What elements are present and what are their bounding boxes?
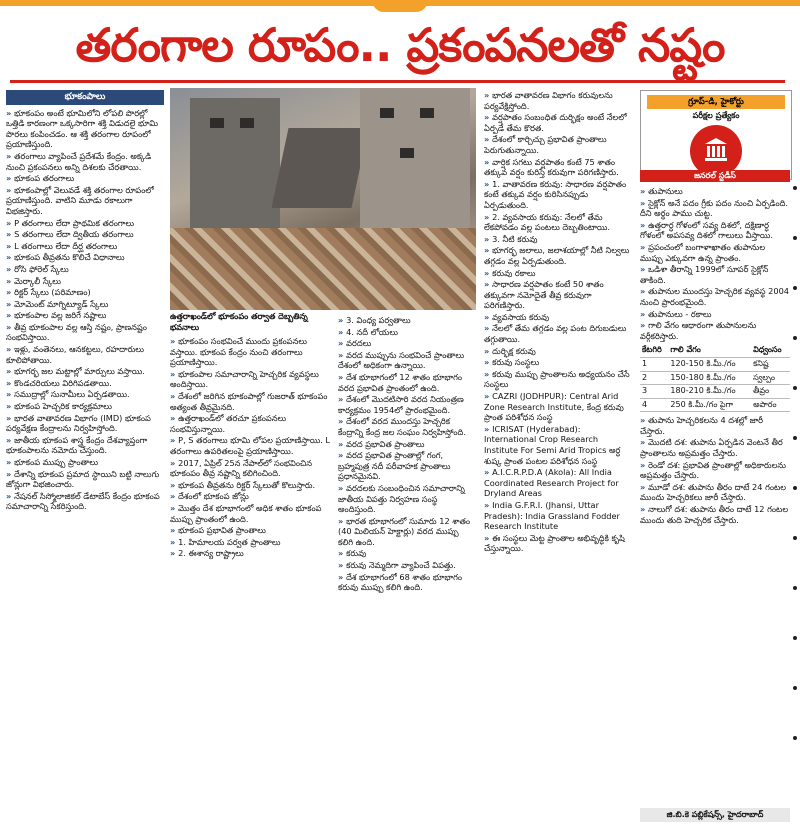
table-cell: 1: [640, 357, 668, 371]
emblem-subtitle: పరీక్షల ప్రత్యేకం: [692, 111, 740, 120]
paragraph: » భూకంపం అంటే భూమిలోని లోపలి పొరల్లో ఒత్తిడి కారణంగా ఒక్కసారిగా శక్తి విడుదలై భూమి పొరలు కంపించడం. ఆ శక్తి తరంగాల రూపంలో ప్రయాణిస్తుంది.: [6, 108, 164, 150]
paragraph: » భూకంపాల సమాచారాన్ని హెచ్చరిక వ్యవస్థలు అందిస్తాయి.: [170, 369, 332, 390]
paragraph: » మొత్తం దేశ భూభాగంలో అధిక శాతం భూకంప ముప్పు ప్రాంతంలో ఉంది.: [170, 503, 332, 524]
paragraph: » 2. ఈశాన్య రాష్ట్రాలు: [170, 548, 332, 559]
paragraph: » ఉత్తరాఖండ్‌లో తరచూ ప్రకంపనలు సంభవిస్తున్నాయి.: [170, 413, 332, 434]
paragraph: » నేలలో తేమ తగ్గడం వల్ల పంట దిగుబడులు తగ్గుతాయి.: [484, 323, 632, 344]
paragraph: » 3. వింధ్య పర్వతాలు: [338, 315, 476, 326]
top-notch: [372, 0, 428, 12]
paragraph: » రిక్టర్ స్కేలు (పరిమాణం): [6, 287, 164, 298]
paragraph: » India G.F.R.I. (Jhansi, Uttar Pradesh): India Grassland Fodder Research Institute: [484, 500, 632, 532]
paragraph: » తుపానులు: [640, 186, 790, 197]
paragraph: » P, S తరంగాలు భూమి లోపల ప్రయాణిస్తాయి. L తరంగాలు ఉపరితలంపై ప్రయాణిస్తాయి.: [170, 435, 332, 456]
table-cell: కనిష్ట: [751, 357, 790, 371]
section-title-earthquakes: భూకంపాలు: [6, 90, 164, 105]
paragraph: » వరదలకు సంబంధించిన సమాచారాన్ని జాతీయ విపత్తు నిర్వహణ సంస్థ అందిస్తుంది.: [338, 483, 476, 515]
table-row: [640, 398, 790, 412]
window-shape: [210, 118, 224, 128]
paragraph: » వరద ప్రభావిత ప్రాంతాలు: [338, 439, 476, 450]
paragraph: » 4. నదీ లోయలు: [338, 327, 476, 338]
paragraph: » తుపానుల ముందస్తు హెచ్చరిక వ్యవస్థ 2004 నుంచి ప్రారంభమైంది.: [640, 286, 790, 307]
paragraph: » గాలి వేగం ఆధారంగా తుపానులను వర్గీకరిస్తారు.: [640, 320, 790, 341]
paragraph: » దేశంలో కార్చిచ్చు ప్రభావిత ప్రాంతాలు పెరుగుతున్నాయి.: [484, 134, 632, 155]
cyclone-wind-table: [640, 344, 790, 412]
paragraph: » కరువు సంస్థలు: [484, 357, 632, 368]
table-cell: 250 కి.మీ./గం పైగా: [668, 398, 751, 412]
paragraph: » వ్యవసాయ కరువు: [484, 312, 632, 323]
paragraph: » జాతీయ భూకంప శాస్త్ర కేంద్రం దేశవ్యాప్తంగా భూకంపాలను నమోదు చేస్తుంది.: [6, 435, 164, 456]
paragraph: » కరువు నెమ్మదిగా వ్యాపించే విపత్తు.: [338, 560, 476, 571]
window-shape: [420, 108, 434, 118]
paragraph: » తీవ్ర భూకంపాల వల్ల ఆస్తి నష్టం, ప్రాణనష్టం సంభవిస్తాయి.: [6, 322, 164, 343]
column-5: [640, 186, 790, 804]
paragraph: » తుపాను హెచ్చరికలను 4 దశల్లో జారీ చేస్తారు.: [640, 415, 790, 436]
paragraph: » కరువు ముప్పు ప్రాంతాలను అధ్యయనం చేసే సంస్థలు: [484, 369, 632, 390]
paragraph: » తుపానులు - రకాలు: [640, 309, 790, 320]
table-header-cell: గాలి వేగం: [668, 344, 751, 357]
table-header-row: [640, 344, 790, 357]
column-2: [170, 336, 332, 820]
column-3-paragraphs: [338, 315, 476, 593]
exam-special-emblem: [640, 90, 792, 180]
column-5-paragraphs-after: [640, 415, 790, 525]
paragraph: » 1. వాతావరణ కరువు: సాధారణ వర్షపాతం కంటే తక్కువ వర్షం కురిసినప్పుడు ఏర్పడుతుంది.: [484, 179, 632, 211]
window-shape: [380, 108, 394, 118]
paragraph: » భూకంపం సంభవించే ముందు ప్రకంపనలు వస్తాయి. భూకంప కేంద్రం నుంచి తరంగాలు ప్రయాణిస్తాయి.: [170, 336, 332, 368]
photo-caption: ఉత్తరాఖండ్‌లో భూకంపం తర్వాత దెబ్బతిన్న భవనాలు: [170, 311, 308, 332]
column-1: [6, 90, 164, 818]
table-cell: స్వల్పం: [751, 371, 790, 385]
building-shape: [360, 88, 470, 238]
margin-dots: [790, 140, 800, 740]
column-4: [484, 90, 632, 818]
paragraph: » నేషనల్ సిస్మోలాజికల్ డేటాబేస్ కేంద్రం భూకంప సమాచారాన్ని సేకరిస్తుంది.: [6, 491, 164, 512]
paragraph: » భూకంప హెచ్చరిక కార్యక్రమాలు: [6, 401, 164, 412]
paragraph: » దేశంలో వరద ముందస్తు హెచ్చరిక కేంద్రాన్ని కేంద్ర జల సంఘం నిర్వహిస్తోంది.: [338, 416, 476, 437]
table-row: [640, 385, 790, 399]
paragraph: » సైక్లోన్ అనే పదం గ్రీకు పదం నుంచి ఏర్పడింది. దీని అర్థం పాము చుట్ట.: [640, 198, 790, 219]
table-cell: 3: [640, 385, 668, 399]
paragraph: » ICRISAT (Hyderabad): International Crop Research Institute For Semi Arid Tropics అర్ధ శుష్క ప్రాంత పంటల పరిశోధన సంస్థ: [484, 424, 632, 466]
headline-rule: [10, 80, 785, 83]
paragraph: » కరువు: [338, 548, 476, 559]
earthquake-photo: [170, 88, 476, 310]
table-row: [640, 371, 790, 385]
paragraph: » ప్రపంచంలో బంగాళాఖాతం తుపానుల ముప్పు ఎక్కువగా ఉన్న ప్రాంతం.: [640, 242, 790, 263]
paragraph: » దేశంలో జరిగిన భూకంపాల్లో గుజరాత్ భూకంపం అత్యంత తీవ్రమైనది.: [170, 391, 332, 412]
table-header-cell: విధ్వంసం: [751, 344, 790, 357]
paragraph: » భూకంపాల వల్ల జరిగే నష్టాలు: [6, 310, 164, 321]
paragraph: » వరద ప్రభావిత ప్రాంతాల్లో గంగ, బ్రహ్మపుత్ర నదీ పరీవాహక ప్రాంతాలు ప్రధానమైనవి.: [338, 450, 476, 482]
paragraph: » భూకంప తీవ్రతను రిక్టర్ స్కేలుతో కొలుస్తారు.: [170, 480, 332, 491]
paragraph: » CAZRI (JODHPUR): Central Arid Zone Research Institute, కేంద్ర కరువు ప్రాంత పరిశోధన సంస్థ: [484, 391, 632, 423]
paragraph: » నాలుగో దశ: తుపాను తీరం దాటే 12 గంటల ముందు తుది హెచ్చరిక చేస్తారు.: [640, 504, 790, 525]
building-shape: [271, 128, 368, 208]
paragraph: » సముద్రాల్లో సునామీలు ఏర్పడతాయి.: [6, 389, 164, 400]
paragraph: » ఈ సంస్థలు మెట్ట ప్రాంతాల అభివృద్ధికి కృషి చేస్తున్నాయి.: [484, 533, 632, 554]
table-cell: 4: [640, 398, 668, 412]
paragraph: » ఇళ్లు, వంతెనలు, ఆనకట్టలు, రహదారులు కూలిపోతాయి.: [6, 344, 164, 365]
column-2-paragraphs: [170, 336, 332, 559]
paragraph: » దేశాన్ని భూకంప ప్రమాద స్థాయిని బట్టి నాలుగు జోన్లుగా విభజించారు.: [6, 469, 164, 490]
paragraph: » భారత వాతావరణ విభాగం కరువులను పర్యవేక్షిస్తోంది.: [484, 90, 632, 111]
rubble-shape: [170, 228, 476, 310]
table-header-cell: కేటగిరి: [640, 344, 668, 357]
table-row: [640, 357, 790, 371]
paragraph: » భూకంపాల్లో వెలువడే శక్తి తరంగాల రూపంలో ప్రయాణిస్తుంది. వాటిని మూడు రకాలుగా విభజిస్తారు.: [6, 185, 164, 217]
paragraph: » మూడో దశ: తుపాను తీరం దాటే 24 గంటల ముందు హెచ్చరికలు జారీ చేస్తారు.: [640, 482, 790, 503]
paragraph: » S తరంగాలు లేదా ద్వితీయ తరంగాలు: [6, 229, 164, 240]
paragraph: » ఒడిశా తీరాన్ని 1999లో సూపర్ సైక్లోన్ తాకింది.: [640, 264, 790, 285]
paragraph: » భూకంప తరంగాలు: [6, 173, 164, 184]
column-1-paragraphs: [6, 108, 164, 512]
paragraph: » 2017, ఏప్రిల్ 25న నేపాల్‌లో సంభవించిన భూకంపం తీవ్ర నష్టాన్ని కలిగించింది.: [170, 458, 332, 479]
publisher-credit: జి.బి.కె పబ్లికేషన్స్, హైదరాబాద్: [640, 808, 790, 822]
paragraph: » సాధారణ వర్షపాతం కంటే 50 శాతం తక్కువగా నమోదైతే తీవ్ర కరువుగా పరిగణిస్తారు.: [484, 279, 632, 311]
paragraph: » దేశంలో భూకంప జోన్లు: [170, 491, 332, 502]
table-cell: 120-150 కి.మీ./గం: [668, 357, 751, 371]
paragraph: » తరంగాలు వ్యాపించే ప్రదేశమే కేంద్రం. అక్కడి నుంచి ప్రకంపనలు అన్ని దిశలకు చేరతాయి.: [6, 151, 164, 172]
paragraph: » మోమెంట్ మాగ్నిట్యూడ్ స్కేలు: [6, 299, 164, 310]
paragraph: » భూకంప ప్రభావిత ప్రాంతాలు: [170, 525, 332, 536]
paragraph: » వార్షిక సగటు వర్షపాతం కంటే 75 శాతం తక్కువ వర్షం కురిస్తే కరువుగా పరిగణిస్తారు.: [484, 157, 632, 178]
paragraph: » వరదలు: [338, 338, 476, 349]
column-4-paragraphs: [484, 90, 632, 554]
paragraph: » వరద ముప్పును సంభవించే ప్రాంతాలు దేశంలో అధికంగా ఉన్నాయి.: [338, 350, 476, 371]
emblem-ribbon: గ్రూప్-డి, హైకోర్టు: [647, 95, 785, 109]
window-shape: [240, 118, 254, 128]
table-cell: 150-180 కి.మీ./గం: [668, 371, 751, 385]
paragraph: » భారత భూభాగంలో సుమారు 12 శాతం (40 మిలియన్ హెక్టార్లు) వరద ముప్పు కలిగి ఉంది.: [338, 516, 476, 548]
paragraph: » దుర్భిక్ష కరువు: [484, 346, 632, 357]
column-5-paragraphs: [640, 186, 790, 341]
paragraph: » భూగర్భ జలాలు, జలాశయాల్లో నీటి నిల్వలు తగ్గడం వల్ల ఏర్పడుతుంది.: [484, 245, 632, 266]
paragraph: » భూకంప తీవ్రతను కొలిచే విధానాలు: [6, 252, 164, 263]
paragraph: » 2. వ్యవసాయ కరువు: నేలలో తేమ లేకపోవడం వల్ల పంటలు దెబ్బతింటాయి.: [484, 212, 632, 233]
table-cell: అపారం: [751, 398, 790, 412]
paragraph: » 1. హిమాలయ పర్వత ప్రాంతాలు: [170, 537, 332, 548]
paragraph: » కొండచరియలు విరిగిపడతాయి.: [6, 378, 164, 389]
emblem-tag: జనరల్ స్టడీస్: [640, 170, 790, 182]
paragraph: » ఉత్తరార్ధ గోళంలో సవ్య దిశలో, దక్షిణార్ధ గోళంలో అపసవ్య దిశలో గాలులు వీస్తాయి.: [640, 220, 790, 241]
building-shape: [190, 98, 280, 228]
paragraph: » దేశ భూభాగంలో 12 శాతం భూభాగం వరద ప్రభావిత ప్రాంతంలో ఉంది.: [338, 372, 476, 393]
paragraph: » 3. నీటి కరువు: [484, 234, 632, 245]
table-cell: తీవ్రం: [751, 385, 790, 399]
paragraph: » A.I.C.R.P.D.A (Akola): All India Coordinated Research Project for Dryland Areas: [484, 467, 632, 499]
paragraph: » L తరంగాలు లేదా దీర్ఘ తరంగాలు: [6, 241, 164, 252]
building-icon: [704, 137, 728, 163]
page-headline: తరంగాల రూపం.. ప్రకంపనలతో నష్టం: [75, 18, 725, 72]
paragraph: » భారత వాతావరణ విభాగం (IMD) భూకంప పర్యవేక్షణ కేంద్రాలను నిర్వహిస్తోంది.: [6, 413, 164, 434]
paragraph: » మెర్కాలీ స్కేలు: [6, 276, 164, 287]
paragraph: » P తరంగాలు లేదా ప్రాథమిక తరంగాలు: [6, 218, 164, 229]
table-cell: 2: [640, 371, 668, 385]
paragraph: » రెండో దశ: ప్రభావిత ప్రాంతాల్లో అధికారులను అప్రమత్తం చేస్తారు.: [640, 460, 790, 481]
window-shape: [400, 148, 414, 158]
paragraph: » భూగర్భ జల మట్టాల్లో మార్పులు వస్తాయి.: [6, 366, 164, 377]
column-3: [338, 315, 476, 820]
paragraph: » భూకంప ముప్పు ప్రాంతాలు: [6, 457, 164, 468]
paragraph: » దేశంలో మొదటిసారి వరద నియంత్రణ కార్యక్రమం 1954లో ప్రారంభమైంది.: [338, 394, 476, 415]
paragraph: » కరువు రకాలు: [484, 268, 632, 279]
paragraph: » రోసి ఫోరెల్ స్కేలు: [6, 264, 164, 275]
paragraph: » మొదటి దశ: తుపాను ఏర్పడిన వెంటనే తీర ప్రాంతాలను అప్రమత్తం చేస్తారు.: [640, 437, 790, 458]
table-body: [640, 357, 790, 411]
table-cell: 180-210 కి.మీ./గం: [668, 385, 751, 399]
paragraph: » దేశ భూభాగంలో 68 శాతం భూభాగం కరువు ముప్పు కలిగి ఉంది.: [338, 572, 476, 593]
paragraph: » వర్షపాతం సంబంధిత దుర్భిక్షం అంటే నేలలో ఏర్పడే తేమ కొరత.: [484, 112, 632, 133]
